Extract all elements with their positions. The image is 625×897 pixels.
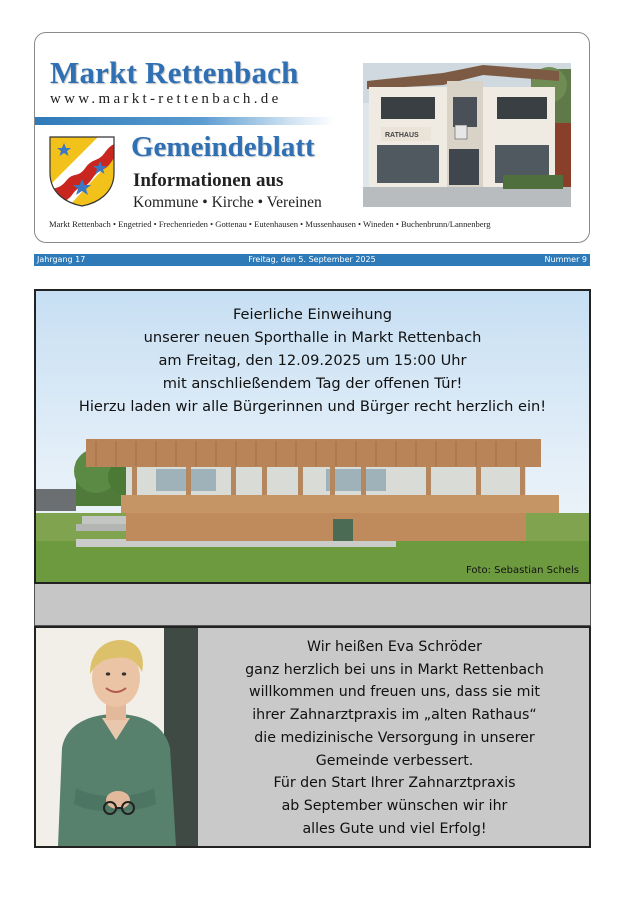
masthead-rule bbox=[35, 117, 335, 125]
announcement-text bbox=[36, 303, 589, 418]
rathaus-sign: RATHAUS bbox=[385, 132, 419, 139]
welcome-announcement bbox=[34, 626, 591, 848]
announcement-line: mit anschließendem Tag der offenen Tür! bbox=[162, 375, 463, 392]
welcome-line: Für den Start Ihrer Zahnarztpraxis bbox=[273, 775, 516, 792]
separator-strip bbox=[34, 584, 591, 626]
sports-hall-announcement bbox=[34, 289, 591, 584]
issue-date: Freitag, den 5. September 2025 bbox=[248, 255, 376, 264]
announcement-line: Feierliche Einweihung bbox=[232, 306, 393, 323]
volume: Jahrgang 17 bbox=[37, 255, 86, 264]
townhall-photo bbox=[363, 63, 571, 207]
topics: Kommune • Kirche • Vereinen bbox=[133, 194, 322, 211]
announcement-line: unserer neuen Sporthalle in Markt Rettenbach bbox=[143, 329, 482, 346]
announcement-line: Hierzu laden wir alle Bürgerinnen und Bürger recht herzlich ein! bbox=[78, 398, 547, 415]
portrait-photo bbox=[36, 628, 198, 846]
masthead-title: Markt Rettenbach bbox=[50, 55, 299, 90]
welcome-line: ganz herzlich bei uns in Markt Rettenbach bbox=[245, 661, 544, 678]
welcome-line: ab September wünschen wir ihr bbox=[281, 797, 508, 814]
welcome-line: alles Gute und viel Erfolg! bbox=[302, 820, 487, 837]
photo-credit: Foto: Sebastian Schels bbox=[466, 565, 579, 576]
welcome-line: die medizinische Versorgung in unserer bbox=[254, 729, 535, 746]
welcome-line: willkommen und freuen uns, dass sie mit bbox=[249, 684, 540, 701]
villages-list: Markt Rettenbach • Engetried • Frechenrieden • Gottenau • Eutenhausen • Mussenhausen • Wineden • Buchenbrunn/Lannenberg bbox=[49, 219, 491, 229]
welcome-text bbox=[200, 636, 589, 840]
welcome-line: Gemeinde verbessert. bbox=[315, 752, 474, 769]
coat-of-arms-icon bbox=[48, 135, 116, 207]
website-url[interactable]: www.markt-rettenbach.de bbox=[50, 91, 282, 107]
announcement-line: am Freitag, den 12.09.2025 um 15:00 Uhr bbox=[158, 352, 467, 369]
masthead bbox=[34, 32, 590, 243]
issue-number: Nummer 9 bbox=[544, 255, 587, 264]
welcome-line: Wir heißen Eva Schröder bbox=[307, 639, 482, 655]
welcome-line: ihrer Zahnarztpraxis im „alten Rathaus“ bbox=[252, 707, 537, 724]
subtitle: Informationen aus bbox=[133, 170, 284, 191]
publication-name: Gemeindeblatt bbox=[131, 131, 315, 163]
issue-info-bar bbox=[34, 254, 590, 266]
